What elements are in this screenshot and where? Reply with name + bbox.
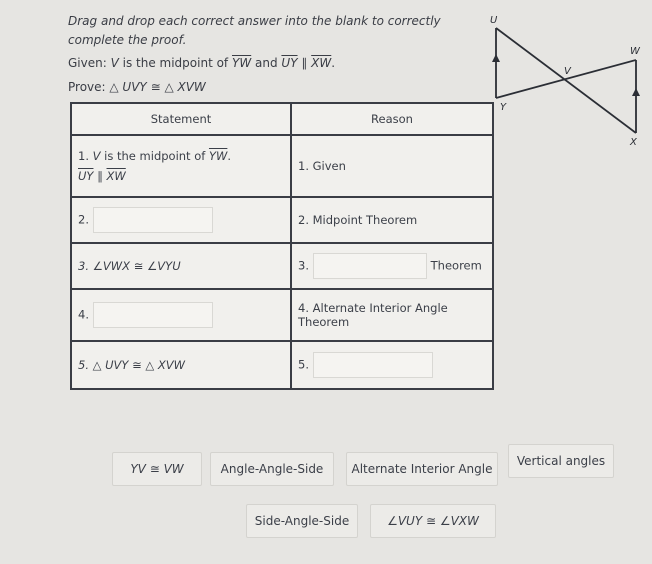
label-y: Y xyxy=(500,102,507,113)
segment-ux xyxy=(496,28,636,133)
reason-1: 1. Given xyxy=(291,135,493,197)
given-end: . xyxy=(331,56,336,70)
given-prefix: Given: xyxy=(68,56,111,70)
reason-2: 2. Midpoint Theorem xyxy=(291,197,493,243)
given-segment-yw: $\overline{YW}$ xyxy=(231,56,252,70)
instructions: Drag and drop each correct answer into the blank to correctly complete the proof. xyxy=(68,14,441,47)
table-row xyxy=(71,243,493,289)
reason-3 xyxy=(291,243,493,289)
statement-1-point: V xyxy=(92,149,101,163)
statement-3: 3. ∠VWX ≅ ∠VYU xyxy=(71,243,291,289)
choice-angle-angle-side[interactable]: Angle-Angle-Side xyxy=(210,452,334,486)
reason-3-num: 3. xyxy=(298,258,309,273)
prove-prefix: Prove: xyxy=(68,80,110,94)
table-row xyxy=(71,135,493,197)
statement-1-num: 1. xyxy=(78,149,93,163)
label-v: V xyxy=(564,66,571,77)
choice-side-angle-side[interactable]: Side-Angle-Side xyxy=(246,504,358,538)
statement-1-text: is the midpoint of xyxy=(100,149,209,163)
given-and: and xyxy=(251,56,282,70)
geometry-figure xyxy=(484,8,652,158)
choice-alternate-interior-angle[interactable]: Alternate Interior Angle xyxy=(346,452,498,486)
label-u: U xyxy=(490,15,498,26)
statement-1-line2 xyxy=(78,169,284,183)
header-statement: Statement xyxy=(71,103,291,135)
table-row xyxy=(71,289,493,341)
prove-line xyxy=(68,80,206,94)
statement-1 xyxy=(71,135,291,197)
reason-4: 4. Alternate Interior Angle Theorem xyxy=(291,289,493,341)
statement-2-num: 2. xyxy=(78,212,89,227)
choice-angles-vuy-vxw[interactable]: ∠VUY ≅ ∠VXW xyxy=(370,504,496,538)
reason-5 xyxy=(291,341,493,389)
given-segment-uy: $\overline{UY}$ xyxy=(281,56,298,70)
parallel-arrow-wx xyxy=(632,88,640,96)
table-row xyxy=(71,197,493,243)
choice-yv-vw[interactable]: YV ≅ VW xyxy=(112,452,202,486)
given-line xyxy=(68,56,335,70)
statement-4-drop-blank[interactable] xyxy=(93,302,213,328)
choice-vertical-angles[interactable]: Vertical angles xyxy=(508,444,614,478)
reason-3-suffix: Theorem xyxy=(430,258,482,273)
given-point: V xyxy=(110,56,119,70)
statement-4 xyxy=(71,289,291,341)
reason-3-drop-blank[interactable] xyxy=(313,253,427,279)
prove-statement: △ UVY ≅ △ XVW xyxy=(109,80,206,94)
header-reason: Reason xyxy=(291,103,493,135)
statement-1-end: . xyxy=(227,149,232,163)
table-row xyxy=(71,341,493,389)
statement-1-seg-xw: $\overline{XW}$ xyxy=(106,169,126,183)
label-x: X xyxy=(630,137,637,148)
proof-table xyxy=(70,102,494,390)
given-mid-text: is the midpoint of xyxy=(118,56,232,70)
statement-2-drop-blank[interactable] xyxy=(93,207,213,233)
statement-4-num: 4. xyxy=(78,307,89,322)
given-parallel: ∥ xyxy=(297,56,312,70)
reason-5-num: 5. xyxy=(298,357,309,372)
statement-5: 5. △ UVY ≅ △ XVW xyxy=(71,341,291,389)
parallel-arrow-uy xyxy=(492,54,500,62)
label-w: W xyxy=(630,46,640,57)
statement-1-seg-uy: $\overline{UY}$ xyxy=(78,169,94,183)
statement-1-parallel: ∥ xyxy=(93,169,107,183)
statement-1-seg-yw: $\overline{YW}$ xyxy=(208,149,228,163)
statement-2 xyxy=(71,197,291,243)
reason-5-drop-blank[interactable] xyxy=(313,352,433,378)
given-segment-xw: $\overline{XW}$ xyxy=(311,56,332,70)
